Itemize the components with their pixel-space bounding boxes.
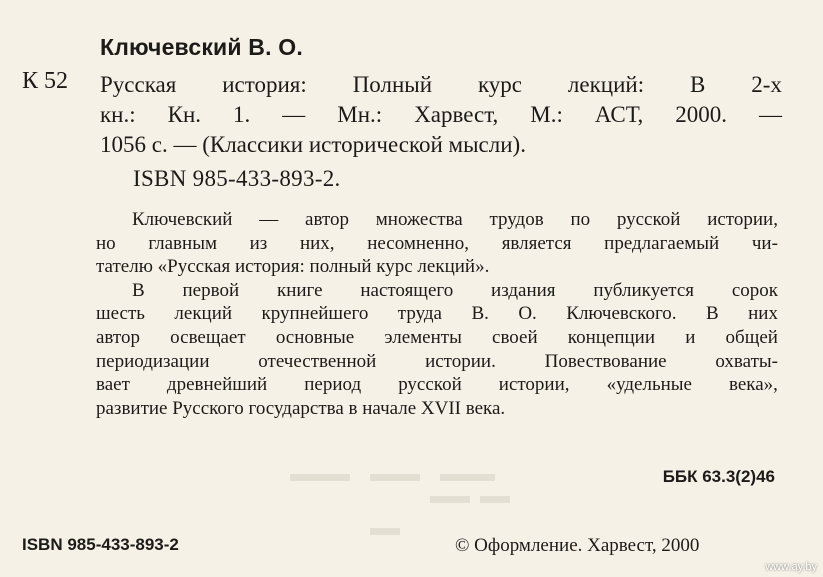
annotation-word: охваты-: [715, 350, 778, 372]
isbn-bottom: ISBN 985-433-893-2: [22, 535, 179, 554]
annotation-line: [96, 373, 778, 397]
bib-word: 2-х: [751, 72, 782, 97]
bbk-index: ББК 63.3(2)46: [662, 467, 775, 486]
bib-word: Русская: [100, 72, 177, 97]
annotation-word: концепции: [567, 326, 656, 348]
bib-word: история:: [222, 72, 307, 97]
annotation-word: первой: [182, 279, 240, 301]
annotation-word: по: [570, 209, 591, 230]
annotation-word: и: [685, 326, 696, 348]
bibliographic-description: [100, 70, 782, 160]
annotation: [96, 208, 778, 420]
annotation-word: книге: [276, 279, 323, 301]
copyright-line: © Оформление. Харвест, 2000: [455, 535, 700, 556]
bib-line: [100, 100, 782, 130]
bib-word: —: [282, 102, 306, 127]
annotation-word: В: [132, 279, 145, 301]
ghost-mark: [370, 474, 420, 481]
annotation-word: русской: [398, 374, 462, 396]
annotation-word: периодизации: [96, 350, 210, 372]
annotation-line: [96, 350, 778, 374]
annotation-word: истории,: [707, 209, 778, 230]
annotation-word: множества: [375, 209, 463, 230]
ghost-mark: [480, 496, 510, 503]
annotation-word: истории.: [425, 350, 496, 372]
bib-line: [100, 70, 782, 100]
annotation-line: [96, 255, 778, 279]
author-heading: Ключевский В. О.: [100, 34, 303, 60]
annotation-word: древнейший: [166, 374, 268, 396]
annotation-word: Ключевский: [132, 209, 233, 230]
ghost-mark: [430, 496, 470, 503]
annotation-word: шесть: [96, 303, 145, 325]
bib-word: В: [690, 72, 706, 97]
annotation-word: В.: [471, 303, 489, 325]
annotation-word: несомненно,: [367, 232, 470, 254]
annotation-word: тателю «Русская история: полный курс лекций».: [96, 256, 490, 278]
annotation-word: вает: [96, 374, 130, 396]
annotation-line: [96, 208, 778, 232]
annotation-line: [96, 232, 778, 256]
annotation-word: них: [748, 303, 778, 325]
annotation-word: сорок: [731, 279, 778, 301]
annotation-word: издания: [491, 279, 556, 301]
ghost-mark: [290, 474, 350, 481]
annotation-line: [96, 279, 778, 303]
annotation-word: крупнейшего: [261, 303, 369, 325]
watermark: www.ay.by: [765, 561, 817, 573]
annotation-line: [96, 326, 778, 350]
bib-word: —: [758, 102, 782, 127]
annotation-word: труда: [397, 303, 442, 325]
annotation-word: В: [705, 303, 719, 325]
annotation-line: [96, 397, 778, 421]
annotation-word: основные: [275, 326, 355, 348]
annotation-word: предлагаемый: [604, 232, 720, 254]
bib-word: 1056 с. — (Классики исторической мысли).: [100, 132, 526, 157]
bib-line: [100, 130, 782, 160]
annotation-word: Повествование: [544, 350, 667, 372]
annotation-word: развитие Русского государства в начале XVII века.: [96, 397, 506, 419]
bib-word: кн.:: [100, 102, 136, 127]
annotation-word: но: [96, 232, 116, 254]
annotation-word: русской: [616, 209, 681, 230]
annotation-word: них,: [299, 232, 335, 254]
annotation-word: чи-: [751, 232, 778, 254]
annotation-word: своей: [492, 326, 538, 348]
bib-word: 2000.: [675, 102, 727, 127]
annotation-word: период: [304, 374, 362, 396]
annotation-word: автор: [96, 326, 140, 348]
bib-word: Кн.: [167, 102, 202, 127]
annotation-line: [96, 302, 778, 326]
library-class-code: К 52: [22, 68, 69, 94]
annotation-word: из: [249, 232, 268, 254]
annotation-word: лекций: [174, 303, 233, 325]
bib-word: курс: [477, 72, 523, 97]
annotation-word: элементы: [384, 326, 462, 348]
annotation-word: века»,: [729, 374, 778, 396]
annotation-word: —: [259, 209, 279, 230]
annotation-word: настоящего: [360, 279, 454, 301]
annotation-word: «удельные: [606, 374, 692, 396]
annotation-word: отечественной: [258, 350, 377, 372]
bib-word: Полный: [352, 72, 433, 97]
annotation-word: истории,: [498, 374, 570, 396]
bib-word: М.:: [530, 102, 563, 127]
annotation-word: автор: [305, 209, 349, 230]
isbn-top: ISBN 985-433-893-2.: [133, 166, 341, 191]
bib-word: Мн.:: [337, 102, 383, 127]
annotation-word: О.: [518, 303, 537, 325]
annotation-word: трудов: [489, 209, 544, 230]
bib-word: АСТ,: [594, 102, 644, 127]
annotation-word: является: [501, 232, 572, 254]
bib-word: Харвест,: [414, 102, 499, 127]
annotation-word: Ключевского.: [566, 303, 677, 325]
ghost-mark: [440, 474, 495, 481]
annotation-word: освещает: [170, 326, 246, 348]
bib-word: 1.: [233, 102, 251, 127]
annotation-word: публикуется: [593, 279, 694, 301]
annotation-word: общей: [725, 326, 778, 348]
annotation-word: главным: [148, 232, 217, 254]
ghost-mark: [370, 528, 400, 535]
bib-word: лекций:: [567, 72, 645, 97]
